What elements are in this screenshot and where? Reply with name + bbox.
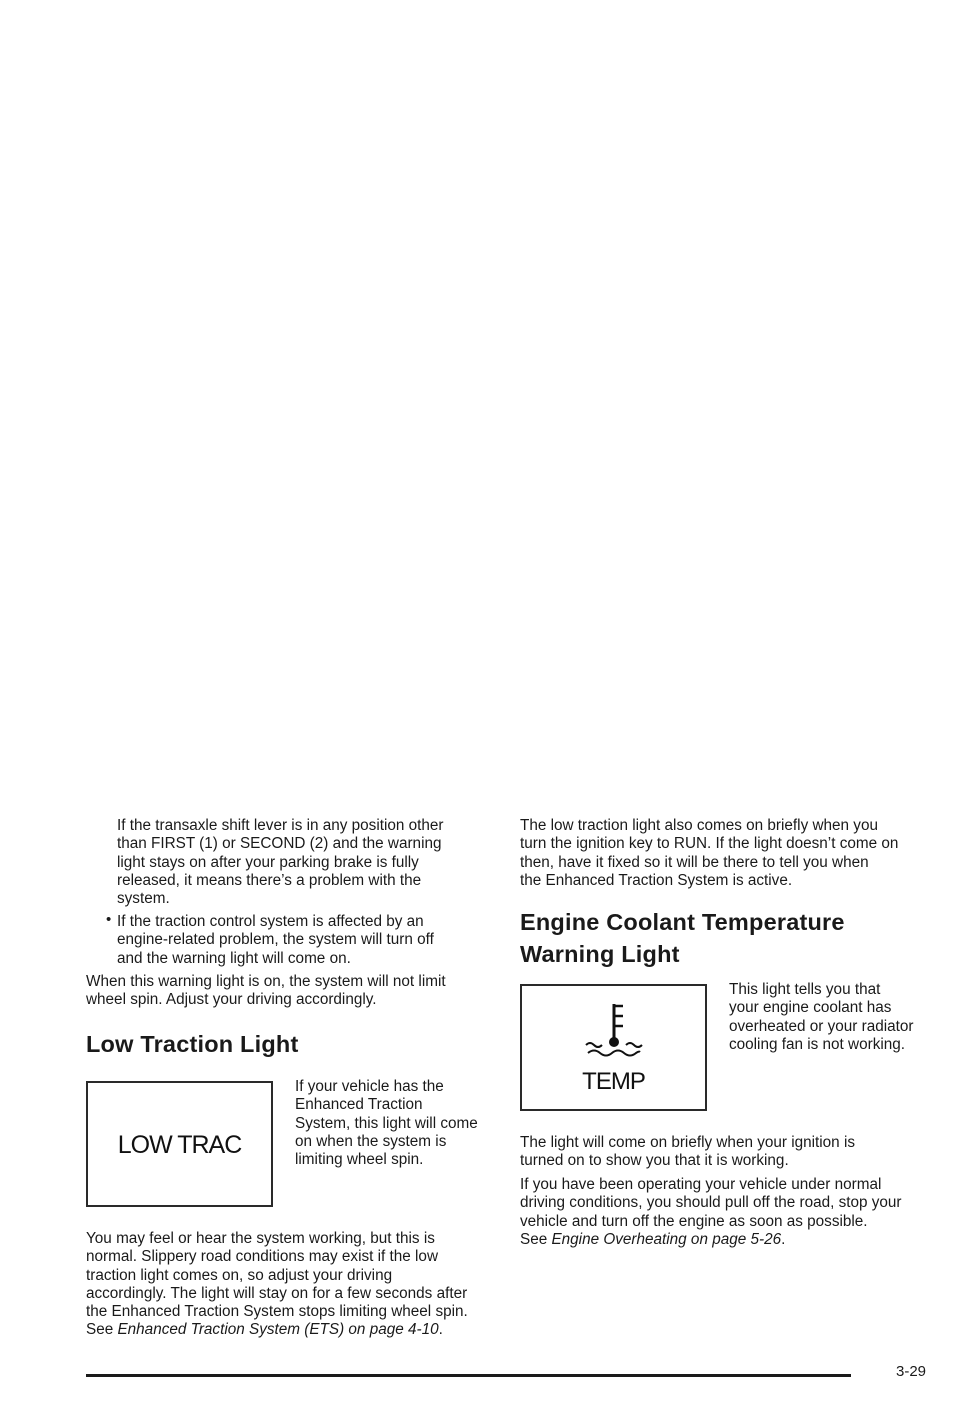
text-line: system. [117, 890, 170, 908]
text-line: If your vehicle has the [295, 1078, 444, 1095]
text-line: your engine coolant has [729, 999, 892, 1017]
text-line: cooling fan is not working. [729, 1035, 906, 1053]
low-trac-label: LOW TRAC [117, 1131, 242, 1159]
low-trac-body [86, 1230, 468, 1340]
bullet-icon: • [106, 911, 112, 928]
text-line: If you have been operating your vehicle under normal [520, 1176, 882, 1193]
text-line: The light will come on briefly when your ignition is [520, 1134, 855, 1151]
text-line: wheel spin. Adjust your driving accordingly. [86, 991, 377, 1009]
temp-indicator [520, 984, 707, 1111]
text-line: turned on to show you that it is working. [520, 1152, 789, 1170]
see-reference-link[interactable]: Engine Overheating on page 5-26 [551, 1230, 782, 1248]
text-line: When this warning light is on, the system will not limit [86, 973, 446, 990]
low-trac-side-text [295, 1078, 478, 1169]
text-line: accordingly. The light will stay on for a few seconds after [86, 1284, 468, 1302]
see-suffix: . [781, 1230, 786, 1248]
text-line: turn the ignition key to RUN. If the light doesn’t come on [520, 835, 899, 853]
coolant-temperature-icon [522, 986, 705, 1066]
see-prefix: See [86, 1321, 118, 1339]
text-line: driving conditions, you should pull off the road, stop your [520, 1194, 902, 1212]
text-line: on when the system is [295, 1132, 447, 1150]
intro-paragraph [520, 817, 898, 890]
text-line: and the warning light will come on. [117, 949, 351, 967]
text-line: vehicle and turn off the engine as soon as possible. [520, 1212, 868, 1230]
heading-line: Engine Coolant Temperature [520, 909, 845, 935]
text-line: traction light comes on, so adjust your driving [86, 1266, 393, 1284]
page-number: 3-29 [896, 1363, 927, 1380]
text-line: overheated or your radiator [729, 1017, 914, 1035]
bullet-item [117, 913, 434, 968]
text-line: than FIRST (1) or SECOND (2) and the warning [117, 835, 442, 853]
text-line: You may feel or hear the system working, but this is [86, 1230, 435, 1247]
continued-paragraph [117, 817, 444, 908]
text-line: engine-related problem, the system will turn off [117, 931, 434, 949]
text-line: the Enhanced Traction System stops limiting wheel spin. [86, 1303, 468, 1321]
see-reference-link[interactable]: Enhanced Traction System (ETS) on page 4-10 [117, 1321, 439, 1339]
warning-paragraph [86, 973, 446, 1010]
text-line: System, this light will come [295, 1114, 478, 1132]
overheat-paragraph [520, 1176, 902, 1249]
temp-label: TEMP [582, 1068, 645, 1095]
text-line: then, have it fixed so it will be there to tell you when [520, 853, 869, 871]
footer-rule [86, 1374, 851, 1377]
low-trac-indicator [86, 1081, 273, 1207]
text-line: Enhanced Traction [295, 1096, 423, 1114]
temp-side-text [729, 981, 914, 1054]
ignition-paragraph [520, 1134, 855, 1171]
text-line: light stays on after your parking brake is fully [117, 853, 419, 871]
coolant-heading [520, 906, 845, 970]
see-prefix: See [520, 1230, 552, 1248]
text-line: The low traction light also comes on briefly when you [520, 817, 878, 834]
see-suffix: . [438, 1321, 443, 1339]
text-line: If the transaxle shift lever is in any position other [117, 817, 444, 834]
text-line: This light tells you that [729, 981, 881, 998]
text-line: the Enhanced Traction System is active. [520, 871, 793, 889]
text-line: limiting wheel spin. [295, 1151, 424, 1169]
text-line: normal. Slippery road conditions may exist if the low [86, 1248, 438, 1266]
text-line: If the traction control system is affected by an [117, 913, 424, 930]
heading-line: Warning Light [520, 941, 680, 967]
low-traction-heading: Low Traction Light [86, 1031, 299, 1057]
text-line: released, it means there’s a problem with the [117, 871, 422, 889]
